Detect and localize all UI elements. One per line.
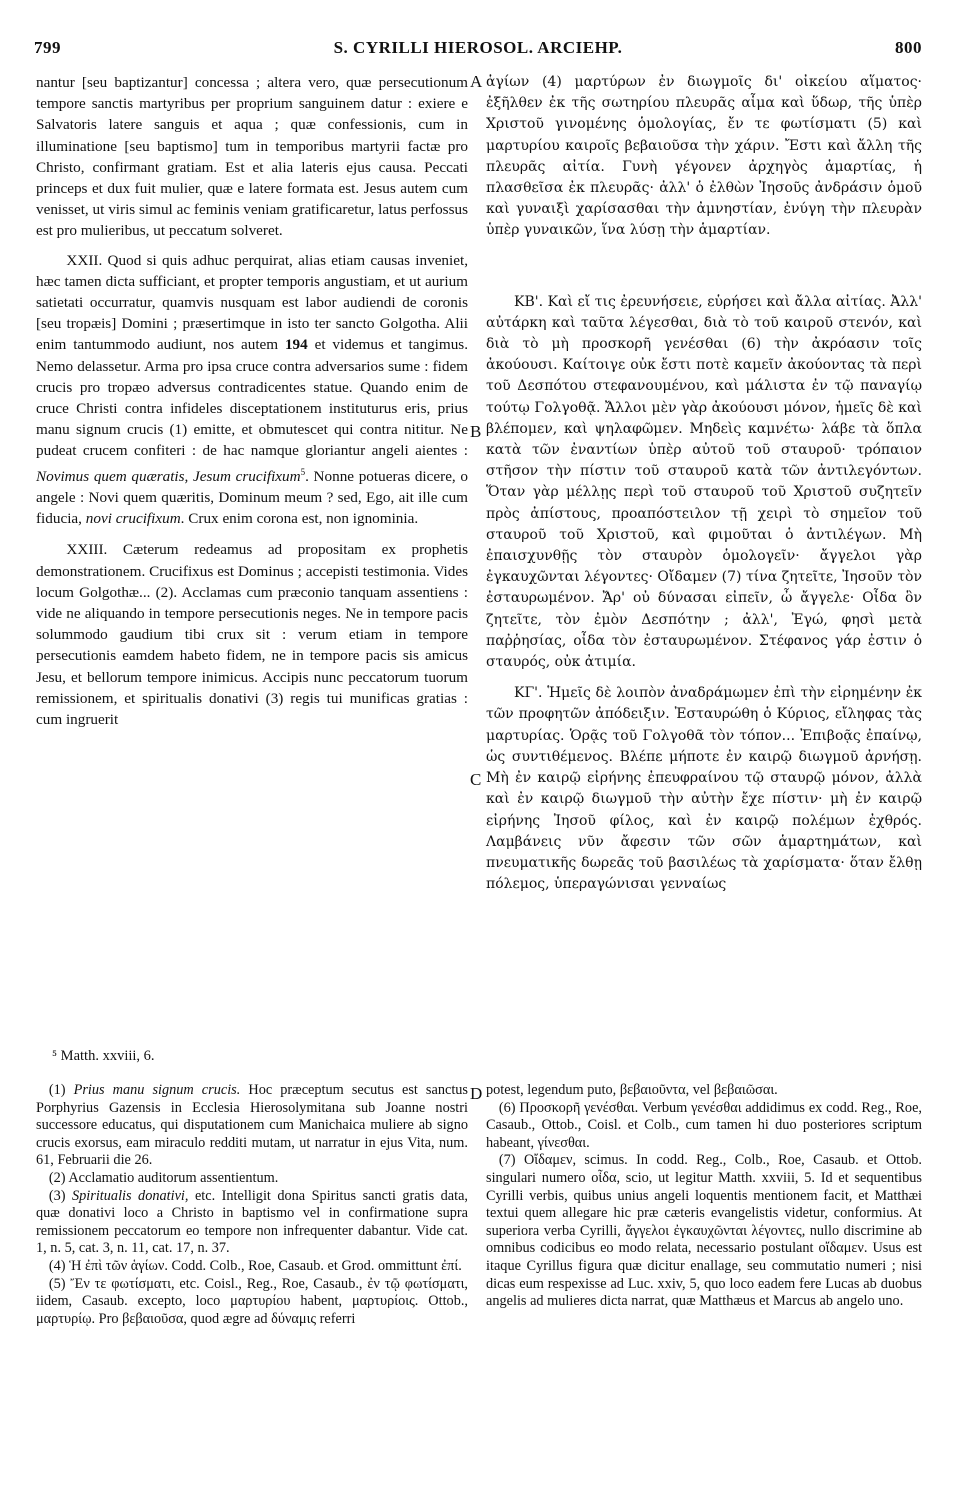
latin-paragraph-23: XXIII. Cæterum redeamus ad propositam ex prophetis demonstrationem. Crucifixus est Dominus ; accepisti testimonia. Vides locum Golgothæ... (2). Acclamas cum præconio tanquam assentiens : vide ne aliquando in tempore persecutionis neges. Ne in tempore pacis solummodo gaudium tibi crux sit : verum etiam in tempore persecutionis eamdem habeto fidem, ne in tempore pacis sis amicus Jesu, et bellorum tempore inimicus. Accipis nunc peccatorum tuorum remissionem, et spiritualis donativi (3) regis tui munificas gratias : cum ingruerit xyxy=(36,541,468,728)
note-7 xyxy=(486,1152,922,1310)
greek-paragraph-22: ΚΒ'. Καὶ εἴ τις ἐρευνήσειε, εὑρήσει καὶ ἄλλα αἰτίας. Ἀλλ' αὐτάρκη καὶ ταῦτα λέγεσθαι, διὰ τὸ τοῦ καιροῦ στενόν, καὶ διὰ τὸ μὴ προσκορῆ γενέσθαι (6) τὴν ἀκρόασιν τοῖς ἀκούουσι. Καίτοιγε οὐκ ἔστι ποτὲ καμεῖν ἀκούοντας τὰ περὶ τοῦ Δεσπότου στεφανουμένου, καὶ μάλιστα ἐν τῷ παναγίῳ τούτῳ Γολγοθᾷ. Ἄλλοι μὲν γὰρ ἀκούουσι μόνον, ἡμεῖς δὲ καὶ βλέπομεν, καὶ ψηλαφῶμεν. Μηδεὶς καμνέτω· λάβε τὰ ὅπλα κατὰ τῶν ἐναντίων ὑπὲρ αὐτοῦ τοῦ σταυροῦ· τρόπαιον στῆσον τὴν πίστιν τοῦ σταυροῦ κατὰ τῶν ἀντιλεγόντων. Ὅταν γὰρ μέλλῃς περὶ τοῦ σταυροῦ τοῦ Χριστοῦ συζητεῖν πρὸς ἀπίστους, προαπόστειλον τῇ χειρὶ τὸ σημεῖον τοῦ σταυροῦ τοῦ Χριστοῦ, καὶ φιμοῦται ὁ ἀντιλέγων. Μὴ ἐπαισχυνθῇς τὸν σταυρὸν ὁμολογεῖν· ἄγγελοι γὰρ ἐγκαυχῶνται λέγοντες· Οἴδαμεν (7) τίνα ζητεῖτε, Ἰησοῦν τὸν ἐσταυρωμένον. Ἄρ' οὐ δύνασαι εἰπεῖν, ὦ ἄγγελε· Οἶδα ὃν ζητεῖτε, τὸν ἐμὸν Δεσπότην ; ἀλλ', Ἐγώ, φησὶ μετὰ παῤῥησίας, οἶδα τὸν ἐσταυρωμένον. Στέφανος γάρ ἐστιν ὁ σταυρός, οὐκ ἀτιμία. xyxy=(486,293,922,671)
note-text: potest, legendum puto, βεβαιοῦντα, vel βεβαιῶσαι. xyxy=(486,1082,778,1098)
edition-page-number: 194 xyxy=(284,336,308,354)
note-1 xyxy=(36,1082,468,1170)
note-text: Acclamatio auditorum assentientum. xyxy=(68,1169,279,1186)
latin-text: XXII. Quod si quis adhuc perquirat, alias etiam causas inveniet, hæc tamen dicta sufficiant, et propter temporis angustiam, et ut aurium satietati occurratur, quamvis nusquam est labor audiendi de coronis [seu tropæis] Domini ; præsertimque in isto ter sancto Golgotha. Alii enim tantummodo audiunt, nos autem xyxy=(36,251,468,354)
note-number: (2) xyxy=(48,1169,69,1186)
note-text: Προσκορῆ γενέσθαι. Verbum γενέσθαι addidimus ex codd. Reg., Roe, Casaub., Ottob., Coisl. et Colb., cum tamen hi duo posteriores scriptum habeant, γίνεσθαι. xyxy=(486,1099,922,1151)
note-number: (3) xyxy=(48,1187,72,1204)
note-3 xyxy=(36,1188,468,1258)
note-number: (6) xyxy=(498,1099,520,1116)
margin-mark-b: B xyxy=(470,422,482,441)
notes-left-column xyxy=(36,1082,468,1328)
latin-quote: Novimus quem quæratis, Jesum crucifixum xyxy=(36,467,301,485)
note-number: (1) xyxy=(48,1082,74,1098)
latin-paragraph-1: nantur [seu baptizantur] concessa ; altera vero, quæ persecutionum tempore sanctis martyribus per proprium sanguinem datur : exiere e Salvatoris latere sanguis et aqua ; quæ confessionis, cum in illuminatione [seu baptismo] tum in temporibus martyrii factæ pro Christo, confirmant gratiam. Est et alia lateris ejus causa. Peccati princeps et dux fuit mulier, quæ e latere formata est. Jesus autem cum venisset, ut viris simul ac feminis veniam gratificaretur, latus perfossus est pro mulieribus, ut peccatum solveret. xyxy=(36,74,468,240)
margin-mark-a: A xyxy=(470,72,483,91)
note-number: (5) xyxy=(48,1275,71,1292)
note-text: Ἡ ἐπὶ τῶν ἁγίων. Codd. Colb., Roe, Casaub. et Grod. ommittunt ἐπί. xyxy=(69,1257,462,1274)
note-6 xyxy=(486,1100,922,1153)
note-lemma: Spiritualis donativi, xyxy=(72,1187,189,1204)
greek-column xyxy=(486,72,922,895)
latin-quote: novi crucifixum xyxy=(85,510,181,528)
notes-right-column xyxy=(486,1082,922,1311)
margin-mark-d: D xyxy=(470,1084,483,1103)
note-number: (4) xyxy=(48,1257,70,1274)
latin-text: . Nonne potueras dicere, o angele : Novi quem quæritis, Dominum meum ? sed, Ego, ait ille cum fiducia, xyxy=(36,467,468,528)
page-number-left: 799 xyxy=(34,38,61,57)
greek-paragraph-23: ΚΓ'. Ἡμεῖς δὲ λοιπὸν ἀναδράμωμεν ἐπὶ τὴν εἰρημένην ἐκ τῶν προφητῶν ἀπόδειξιν. Ἐσταυρώθη ὁ Κύριος, εἴληφας τὰς μαρτυρίας. Ὁρᾷς τοῦ Γολγοθᾶ τὸν τόπον... Ἐπιβοᾷς ἐπαίνῳ, ὡς συντιθέμενος. Βλέπε μήποτε ἐν καιρῷ διωγμοῦ ἀρνήσῃ. Μὴ ἐν καιρῷ εἰρήνης ἐπευφραίνου τῷ σταυρῷ μόνον, ἀλλὰ καὶ ἐν καιρῷ διωγμοῦ τὴν αὐτὴν ἔχε πίστιν· μὴ ἐν καιρῷ εἰρήνης Ἰησοῦ φίλος, καὶ ἐν καιρῷ πολέμων ἐχθρός. Λαμβάνεις νῦν ἄφεσιν τῶν σῶν ἁμαρτημάτων, καὶ πνευματικῆς δωρεᾶς τοῦ βασιλέως τὰ χαρίσματα· ὅταν ἔλθῃ πόλεμος, ὑπεραγώνισαι γενναίως xyxy=(486,685,922,893)
note-text: Hoc præceptum secutus est sanctus Porphyrius Gazensis in Ecclesia Hierosolymitana sub Joanne nostri successore educatus, qui disputationem cum Manichaica muliere ab signo crucis exorsus, eam miraculo redditi mutam, ut narratur in ejus Vita, num. 61, Februarii die 26. xyxy=(36,1082,468,1169)
note-number: (7) xyxy=(498,1152,524,1169)
latin-paragraph-22 xyxy=(36,250,468,530)
latin-text: . Crux enim corona est, non ignominia. xyxy=(180,510,419,528)
latin-column xyxy=(36,72,468,730)
scripture-footnote: ⁵ Matth. xxviii, 6. xyxy=(52,1048,155,1064)
latin-text: et videmus et tangimus. Nemo delassetur. Arma pro ipsa cruce contra adversarios sume : fidem crucis pro tropæo adversus contradicentes statue. Quando enim de cruce Christi contra infideles disceptationem instituturus eris, prius manu signum crucis (1) emitte, et obmutescet qui contra nititur. Ne pudeat crucem confiteri : de hac namque gloriantur angeli aientes : xyxy=(36,336,468,460)
note-text: etc. Intelligit dona Spiritus sancti gratis data, quæ donativi loco a Christo in baptismo vel in confirmatione supra remissionem peccatorum eo tempore non infrequenter dabantur. Vide cat. 1, n. 5, cat. 3, n. 11, cat. 17, n. 37. xyxy=(36,1187,468,1257)
note-lemma: Prius manu signum crucis. xyxy=(73,1082,241,1098)
margin-mark-c: C xyxy=(470,770,482,789)
note-text: Ἔν τε φωτίσματι, etc. Coisl., Reg., Roe, Casaub., ἐν τῷ φωτίσματι, iidem, Casaub. excepto, loco μαρτυρίου habent, μαρτυρίοις. Ottob., μαρτυρίῳ. Pro βεβαιοῦσα, quod ægre ad δύναμις referri xyxy=(36,1275,469,1327)
note-5 xyxy=(36,1276,468,1329)
page-number-right: 800 xyxy=(895,38,922,57)
note-text: Οἴδαμεν, scimus. In codd. Reg., Colb., Roe, Casaub. et Ottob. singulari numero οἶδα, scio, ut legitur Matth. xxviii, 5. Id et sequentibus Cyrilli verbis, quibus unius angeli loquentis mentionem facit, et Matthæi textui quem allegare hic præ cæteris evangelistis videtur, conformius. At superiora verba Cyrilli, ἄγγελοι ἐγκαυχῶνται λέγοντες, nullo discrimine ab omnibus codicibus eo modo relata, necessario postulant οἴδαμεν. Usus est itaque Cyrillus figura quæ dicitur enallage, seu commutatio numeri ; nisi dicas eum respexisse ad Luc. xxiv, 5, quo loco eadem fere Lucas ab duobus angelis ad mulieres dicta narrat, quæ Matthæus et Marcus ab angelo uno. xyxy=(486,1152,922,1310)
note-2 xyxy=(36,1170,468,1188)
running-title: S. CYRILLI HIEROSOL. ARCIEHP. xyxy=(333,38,623,57)
note-5-continued xyxy=(486,1082,922,1100)
note-4 xyxy=(36,1258,468,1276)
running-header xyxy=(34,38,922,60)
footnote-ref: 5 xyxy=(300,466,306,477)
greek-paragraph-1: ἁγίων (4) μαρτύρων ἐν διωγμοῖς δι' οἰκείου αἵματος· ἐξῆλθεν ἐκ τῆς σωτηρίου πλευρᾶς αἷμα καὶ ὕδωρ, τῆς ὑπὲρ Χριστοῦ γινομένης ὁμολογίας, ἔν τε φωτίσματι (5) καὶ μαρτυρίου καιροῖς βεβαιοῦσα τὴν χάριν. Ἔστι καὶ ἄλλη τῆς πλευρᾶς αἰτία. Γυνὴ γέγονεν ἀρχηγὸς ἁμαρτίας, ἡ πλασθεῖσα ἐκ πλευρᾶς· ἀλλ' ὁ ἐλθὼν Ἰησοῦς ἀνδράσιν ὁμοῦ καὶ γυναιξὶ χαρίσασθαι τὴν ἀμνηστίαν, ἐνύγη τὴν πλευρὰν ὑπὲρ γυναικῶν, ἵνα λύσῃ τὴν ἁμαρτίαν. xyxy=(486,74,922,239)
